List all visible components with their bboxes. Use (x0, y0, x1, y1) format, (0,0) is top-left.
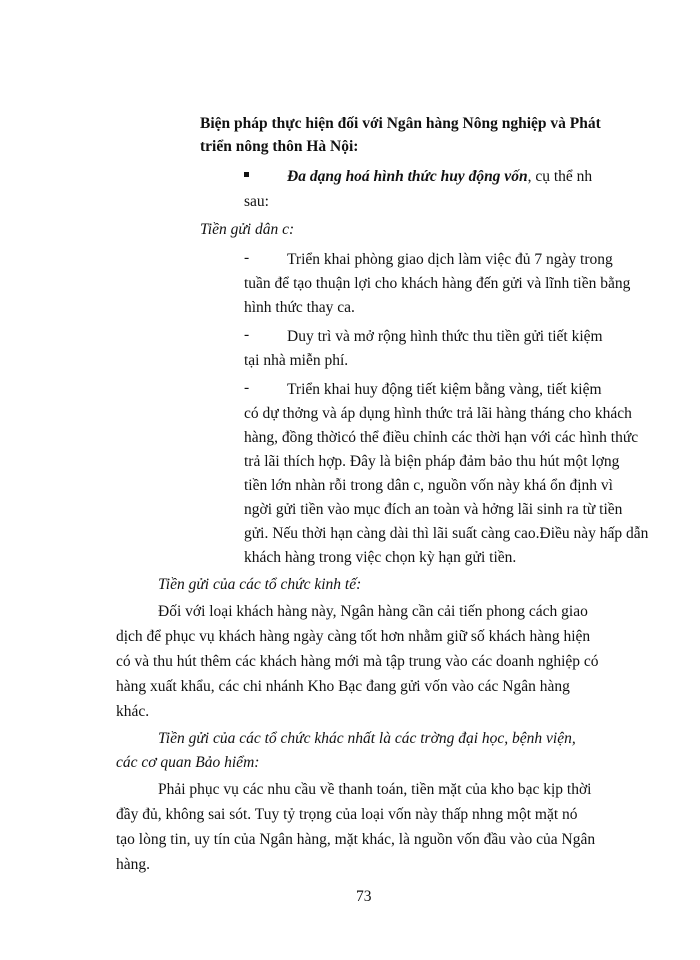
heading-line-2: triển nông thôn Hà Nội: (200, 138, 359, 155)
kinh-te-line-4: hàng xuất khẩu, các chi nhánh Kho Bạc đang gửi vốn vào các Ngân hàng (116, 678, 570, 695)
item-3-line-1: Triển khai huy động tiết kiệm bằng vàng, tiết kiệm (287, 381, 602, 398)
kinh-te-line-2: dịch để phục vụ khách hàng ngày càng tốt hơn nhằm giữ số khách hàng hiện (116, 628, 591, 645)
item-2-line-1: Duy trì và mở rộng hình thức thu tiền gửi tiết kiệm (287, 328, 603, 345)
section-to-chuc-kinh-te-title: Tiền gửi của các tổ chức kinh tế: (158, 576, 362, 593)
khac-line-3: tạo lòng tin, uy tín của Ngân hàng, mặt khác, là nguồn vốn đầu vào của Ngân (116, 831, 596, 848)
item-1-line-2: tuần để tạo thuận lợi cho khách hàng đến gửi và lĩnh tiền bằng (244, 275, 631, 292)
section-dan-cu-title: Tiền gửi dân c: (200, 221, 295, 238)
item-2-line-2: tại nhà miễn phí. (244, 352, 349, 369)
measure-1-title-italic: Đa dạng hoá hình thức huy động vốn (287, 168, 528, 185)
dash-bullet: - (244, 249, 250, 266)
kinh-te-line-5: khác. (116, 703, 150, 720)
item-1-line-3: hình thức thay ca. (244, 299, 355, 316)
section-to-chuc-khac-title-1: Tiền gửi của các tổ chức khác nhất là các trờng đại học, bệnh viện, (158, 730, 576, 747)
dash-bullet: - (244, 379, 250, 396)
khac-line-4: hàng. (116, 856, 151, 873)
measure-1-title (287, 167, 592, 187)
square-bullet-icon (244, 172, 249, 177)
heading-line-1: Biện pháp thực hiện đối với Ngân hàng Nông nghiệp và Phát (200, 115, 601, 132)
item-3-line-7: gửi. Nếu thời hạn càng dài thì lãi suất càng cao.Điều này hấp dẫn (244, 525, 649, 542)
item-3-line-8: khách hàng trong việc chọn kỳ hạn gửi tiền. (244, 549, 517, 566)
khac-line-2: đầy đủ, không sai sót. Tuy tỷ trọng của loại vốn này thấp nhng một mặt nó (116, 806, 578, 823)
item-3-line-4: trả lãi thích hợp. Đây là biện pháp đảm bảo thu hút một lợng (244, 453, 620, 470)
page-number: 73 (356, 888, 372, 905)
measure-1-title-rest: , cụ thể nh (527, 168, 593, 185)
item-3-line-2: có dự thởng và áp dụng hình thức trả lãi hàng tháng cho khách (244, 405, 632, 422)
kinh-te-line-1: Đối với loại khách hàng này, Ngân hàng cần cải tiến phong cách giao (158, 603, 588, 620)
measure-1-line-2: sau: (244, 193, 269, 210)
item-3-line-5: tiền lớn nhàn rỗi trong dân c, nguồn vốn này khá ổn định vì (244, 477, 613, 494)
section-to-chuc-khac-title-2: các cơ quan Bảo hiểm: (116, 754, 260, 771)
item-3-line-3: hàng, đồng thờicó thể điều chỉnh các thời hạn với các hình thức (244, 429, 639, 446)
item-3-line-6: ngời gửi tiền vào mục đích an toàn và hởng lãi sinh ra từ tiền (244, 501, 623, 518)
kinh-te-line-3: có và thu hút thêm các khách hàng mới mà tập trung vào các doanh nghiệp có (116, 653, 599, 670)
khac-line-1: Phải phục vụ các nhu cầu về thanh toán, tiền mặt của kho bạc kịp thời (158, 781, 592, 798)
dash-bullet: - (244, 326, 250, 343)
item-1-line-1: Triển khai phòng giao dịch làm việc đủ 7 ngày trong (287, 251, 613, 268)
